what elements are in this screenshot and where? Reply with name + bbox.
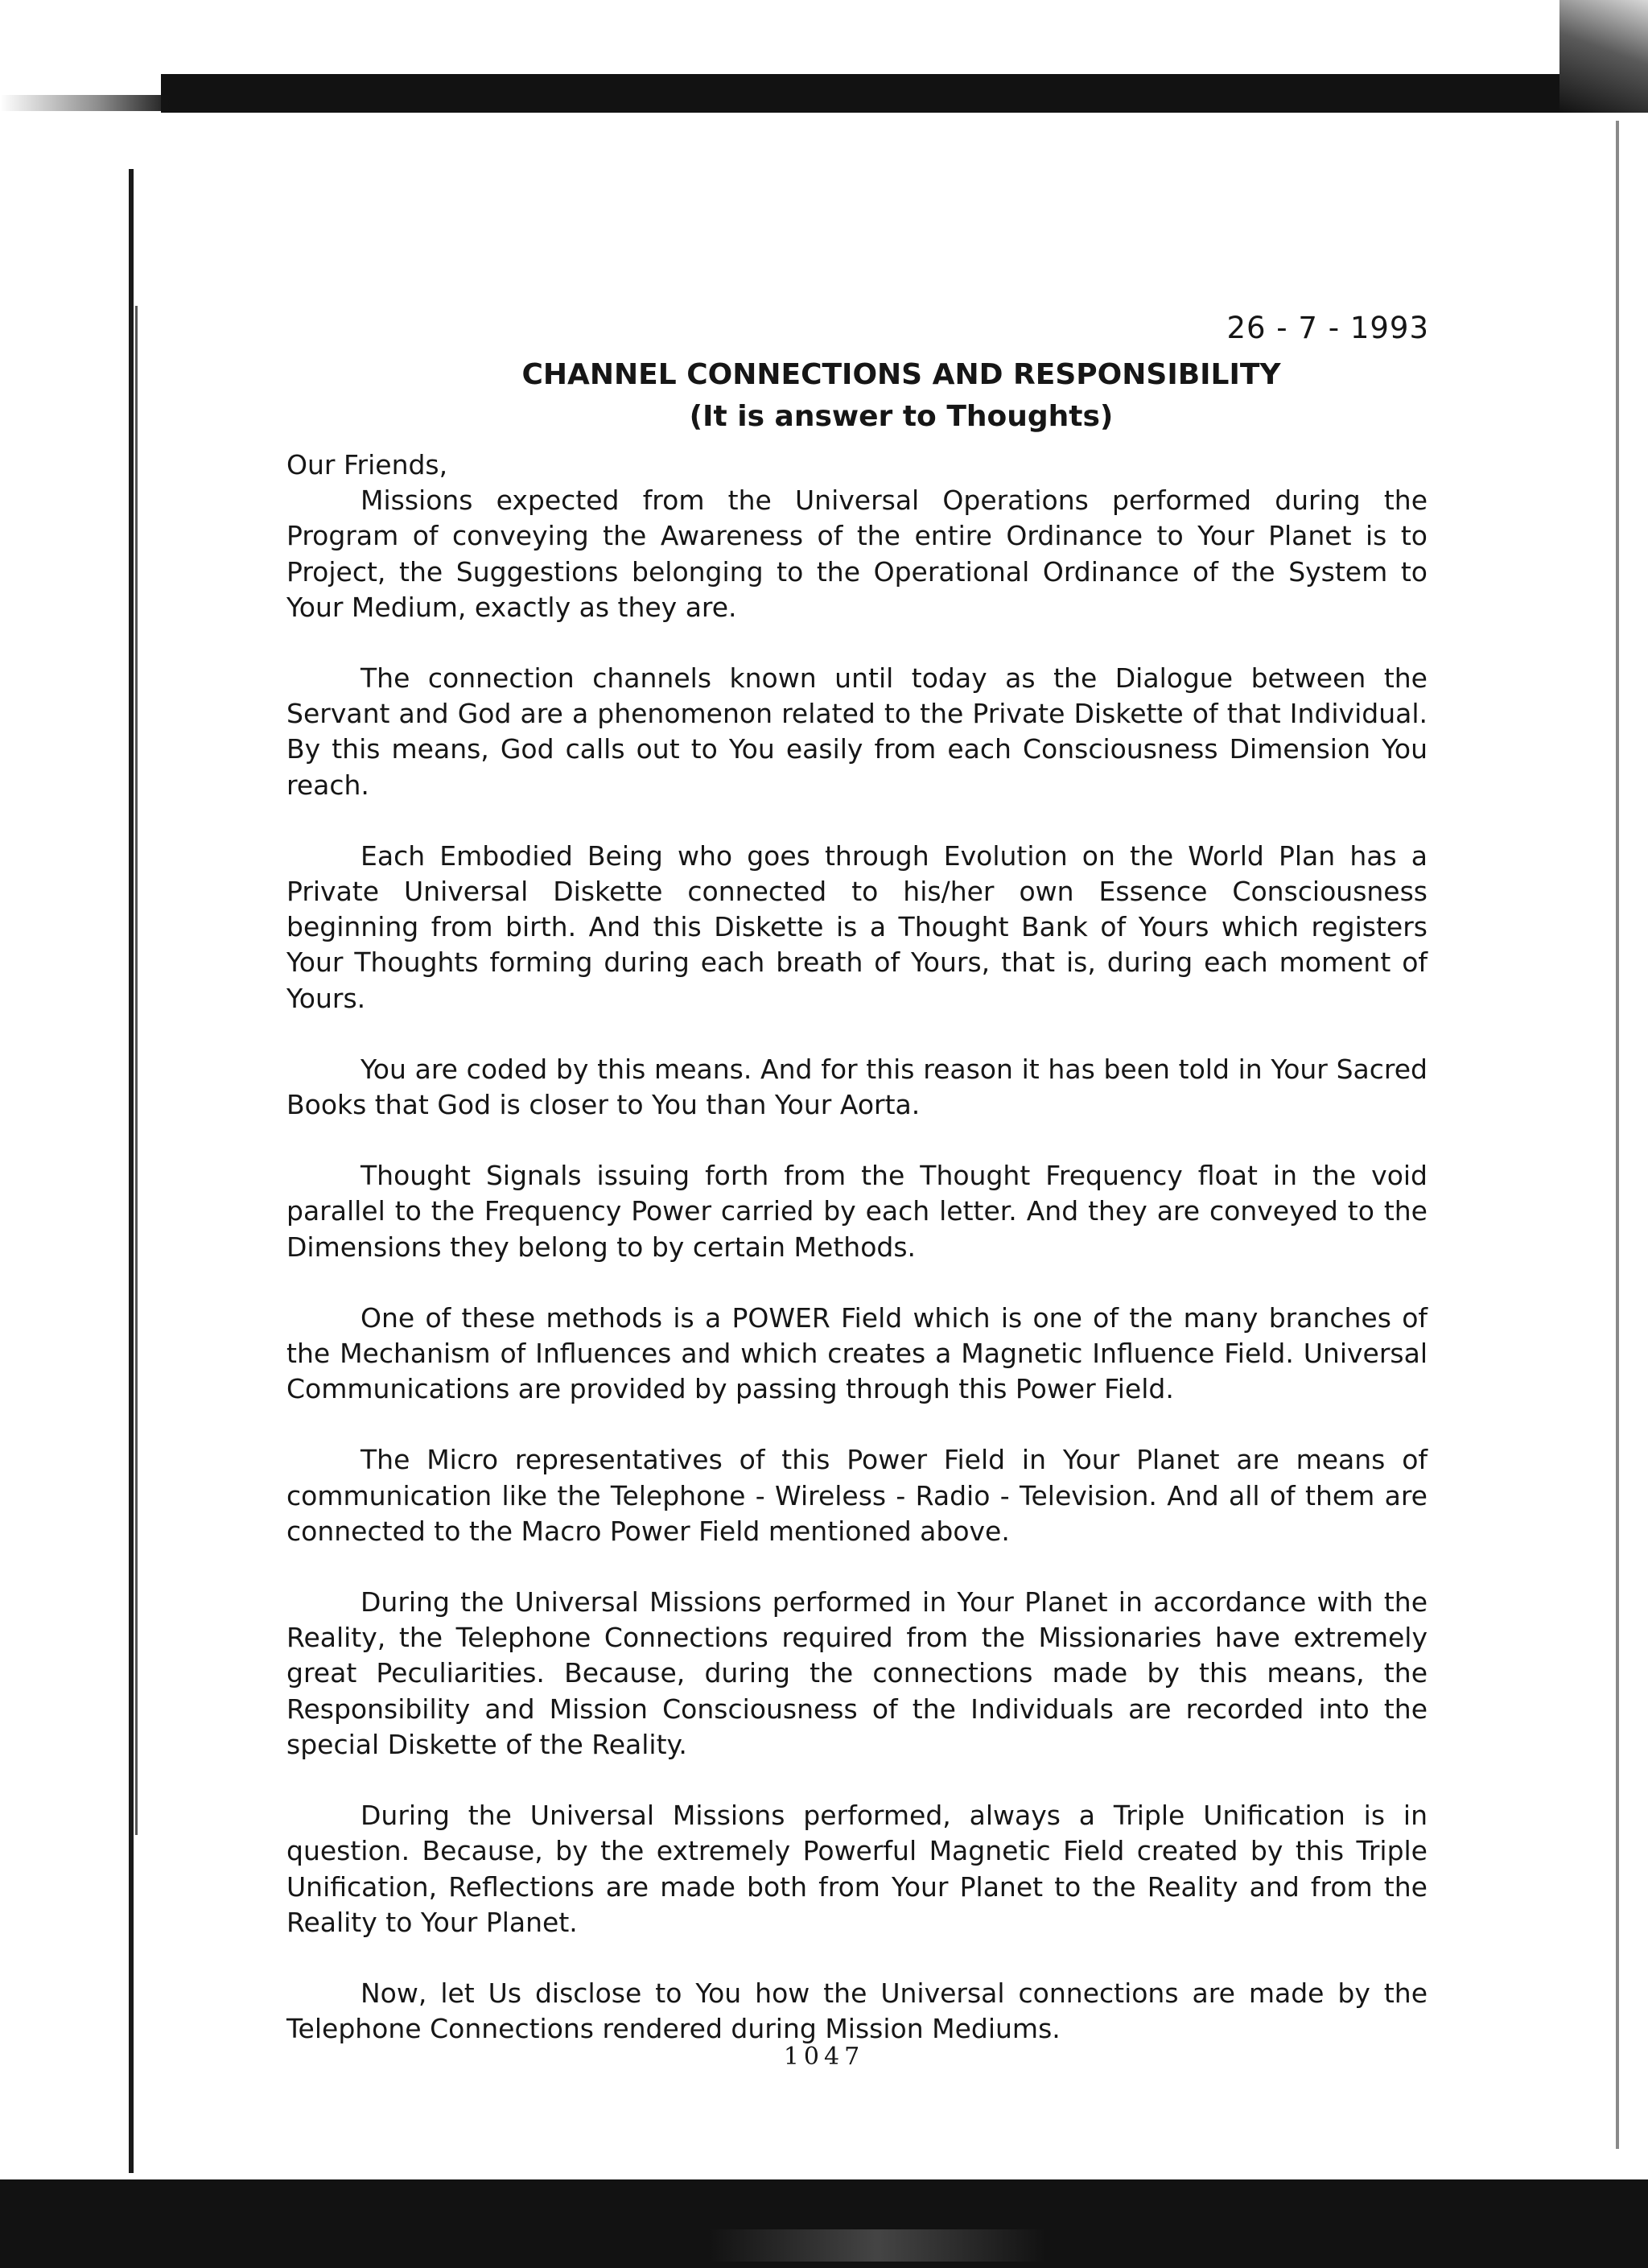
paragraph: During the Universal Missions performed in Your Planet in accordance with the Reality, the Telephone Connections required from the Missionaries have extremely great Peculiarities. Because, during the connections made by this means, the Responsibility and Mission Consciousness of the Individuals are recorded into the special Diskette of the Reality. (286, 1586, 1428, 1760)
paragraph: One of these methods is a POWER Field which is one of the many branches of the Mechanism of Influences and which creates a Magnetic Influence Field. Universal Communications are provided by passing through this Power Field. (286, 1301, 1428, 1405)
salutation: Our Friends, (286, 449, 448, 480)
paragraph: The connection channels known until today as the Dialogue between the Servant and God are a phenomenon related to the Private Diskette of that Individual. By this means, God calls out to You easily from each Consciousness Dimension You reach. (286, 662, 1428, 801)
scan-corner-shadow (1559, 0, 1648, 113)
page-title: CHANNEL CONNECTIONS AND RESPONSIBILITY (521, 358, 1281, 391)
scan-bottom-grain (708, 2229, 1046, 2262)
paragraph: During the Universal Missions performed, always a Triple Unification is in question. Because, by the extremely Powerful Magnetic Field created by this Triple Unification, Reflections are made both from Your Planet to the Reality and from the Reality to Your Planet. (286, 1800, 1428, 1938)
scan-border-left-inner (135, 306, 138, 1835)
body-text (286, 447, 1428, 2082)
page-number: 1047 (783, 2043, 865, 2071)
scan-border-right (1616, 121, 1619, 2149)
paragraph: Thought Signals issuing forth from the Thought Frequency float in the void parallel to the Frequency Power carried by each letter. And they are conveyed to the Dimensions they belong to by certain Methods. (286, 1160, 1428, 1263)
paragraph: Now, let Us disclose to You how the Universal connections are made by the Telephone Connections rendered during Mission Mediums. (286, 1977, 1428, 2045)
scan-border-left (129, 169, 134, 2173)
title-block (290, 354, 1513, 438)
paragraph: Missions expected from the Universal Operations performed during the Program of conveying the Awareness of the entire Ordinance to Your Planet is to Project, the Suggestions belonging to the Operational Ordinance of the System to Your Medium, exactly as they are. (286, 485, 1428, 623)
paragraph: The Micro representatives of this Power Field in Your Planet are means of communication like the Telephone - Wireless - Radio - Television. And all of them are connected to the Macro Power Field mentioned above. (286, 1444, 1428, 1547)
paragraph: Each Embodied Being who goes through Evolution on the World Plan has a Private Universal Diskette connected to his/her own Essence Consciousness beginning from birth. And this Diskette is a Thought Bank of Yours which registers Your Thoughts forming during each breath of Yours, that is, during each moment of Yours. (286, 839, 1428, 1014)
scan-border-top-fade (0, 95, 177, 111)
scan-border-top (161, 74, 1648, 113)
paragraph: You are coded by this means. And for this reason it has been told in Your Sacred Books that God is closer to You than Your Aorta. (286, 1053, 1428, 1121)
page-subtitle: (It is answer to Thoughts) (689, 400, 1114, 433)
page-date: 26 - 7 - 1993 (1226, 311, 1429, 345)
